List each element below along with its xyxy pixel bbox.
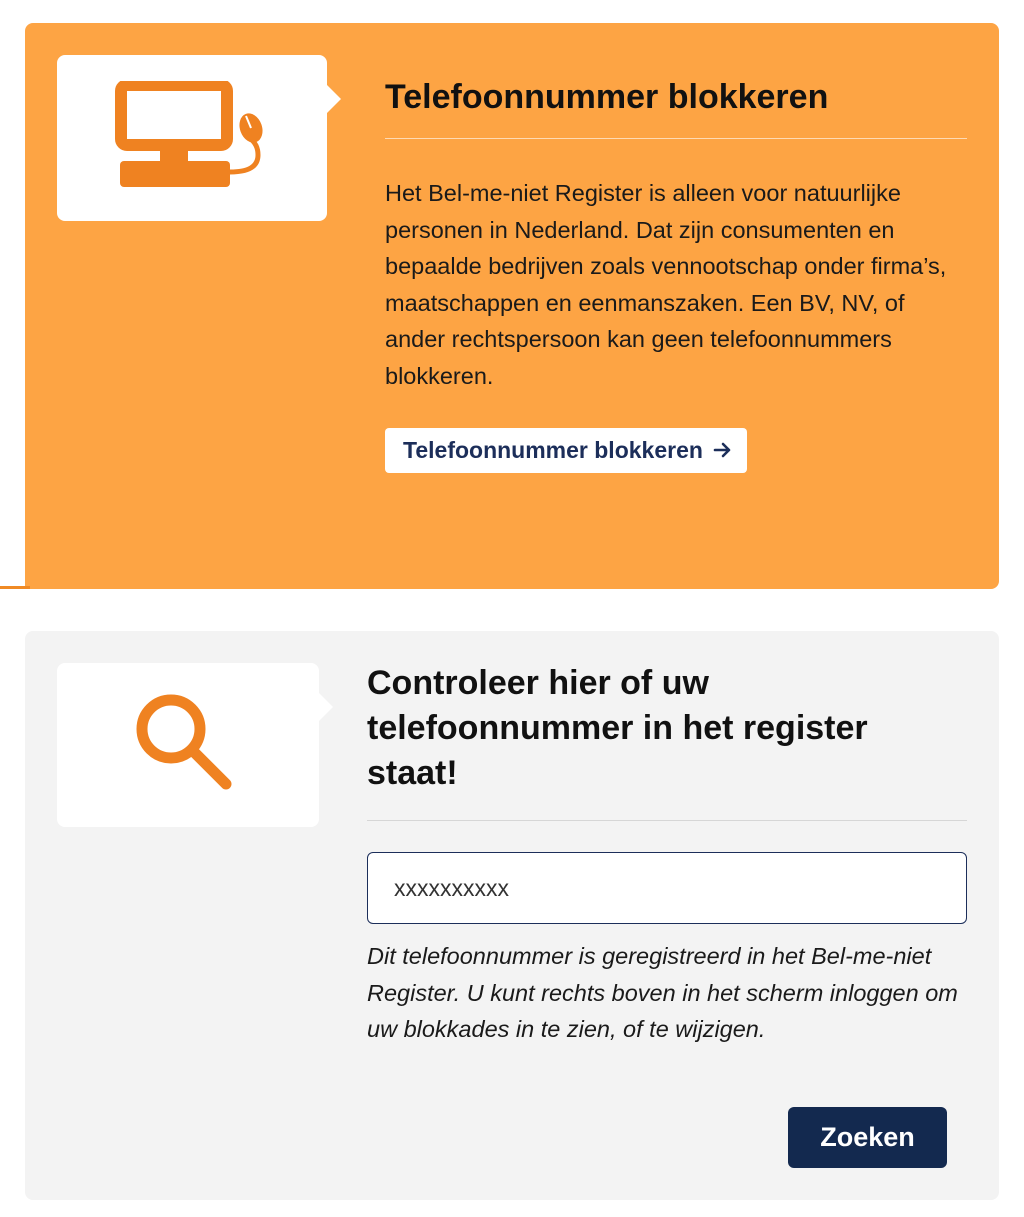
check-icon-box [57,663,319,827]
magnifier-icon [131,689,241,799]
block-number-link-label: Telefoonnummer blokkeren [403,436,703,463]
search-button[interactable]: Zoeken [788,1107,947,1168]
check-number-card [25,631,999,1200]
arrow-right-icon [713,440,733,460]
computer-icon [113,81,283,191]
block-icon-box [57,55,327,221]
registration-result-message: Dit telefoonnummer is geregistreerd in het Bel-me-niet Register. U kunt rechts boven in het scherm inloggen om uw blokkades in te zien, of te wijzigen. [367,943,958,1043]
orange-divider [0,586,30,589]
check-title: Controleer hier of uw telefoonnummer in het register staat! [367,661,967,821]
block-number-link[interactable] [385,428,747,473]
block-title: Telefoonnummer blokkeren [385,75,967,139]
block-description: Het Bel-me-niet Register is alleen voor natuurlijke personen in Nederland. Dat zijn consumenten en bepaalde bedrijven zoals vennootschap onder firma’s, maatschappen en eenmanszaken. Een BV, NV, of ander rechtspersoon kan geen telefoonnummers blokkeren. [385,180,947,389]
phone-number-input[interactable] [367,852,967,924]
block-number-card [25,23,999,589]
